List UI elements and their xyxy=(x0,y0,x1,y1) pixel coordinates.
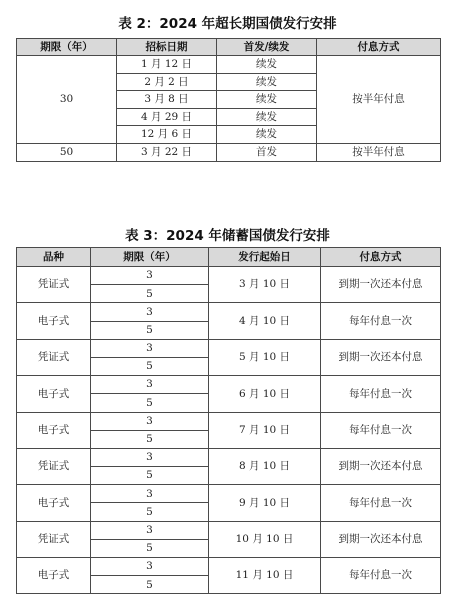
auction-date-cell: 4 月 29 日 xyxy=(117,108,217,126)
auction-date-cell: 3 月 8 日 xyxy=(117,91,217,109)
bond-type-cell: 凭证式 xyxy=(17,448,91,484)
term-cell: 3 xyxy=(91,448,209,466)
payment-method-cell: 到期一次还本付息 xyxy=(321,448,441,484)
term-cell: 5 xyxy=(91,467,209,485)
table-row xyxy=(17,303,441,321)
auction-date-cell: 3 月 22 日 xyxy=(117,143,217,161)
start-date-cell: 5 月 10 日 xyxy=(209,339,321,375)
ultra-long-bond-table xyxy=(16,38,441,162)
header-issue-type: 首发/续发 xyxy=(217,39,317,56)
table-row xyxy=(17,267,441,285)
header-auction-date: 招标日期 xyxy=(117,39,217,56)
auction-date-cell: 12 月 6 日 xyxy=(117,126,217,144)
table-row xyxy=(17,412,441,430)
table-row xyxy=(17,376,441,394)
table-row xyxy=(17,143,441,161)
table-row xyxy=(17,558,441,576)
payment-method-cell: 每年付息一次 xyxy=(321,376,441,412)
term-cell: 30 xyxy=(17,56,117,144)
term-cell: 5 xyxy=(91,430,209,448)
table-row xyxy=(17,521,441,539)
header-payment-method: 付息方式 xyxy=(317,39,441,56)
table-row xyxy=(17,339,441,357)
issue-type-cell: 续发 xyxy=(217,126,317,144)
payment-method-cell: 按半年付息 xyxy=(317,56,441,144)
payment-method-cell: 每年付息一次 xyxy=(321,412,441,448)
term-cell: 5 xyxy=(91,357,209,375)
start-date-cell: 8 月 10 日 xyxy=(209,448,321,484)
table-row xyxy=(17,485,441,503)
bond-type-cell: 电子式 xyxy=(17,376,91,412)
issue-type-cell: 续发 xyxy=(217,108,317,126)
issue-type-cell: 续发 xyxy=(217,73,317,91)
payment-method-cell: 按半年付息 xyxy=(317,143,441,161)
table3-title: 表 3：2024 年储蓄国债发行安排 xyxy=(125,228,330,244)
savings-bond-table xyxy=(16,247,441,594)
auction-date-cell: 1 月 12 日 xyxy=(117,56,217,74)
term-cell: 5 xyxy=(91,285,209,303)
bond-type-cell: 凭证式 xyxy=(17,267,91,303)
term-cell: 5 xyxy=(91,394,209,412)
payment-method-cell: 到期一次还本付息 xyxy=(321,267,441,303)
payment-method-cell: 每年付息一次 xyxy=(321,485,441,521)
table-row xyxy=(17,56,441,74)
term-cell: 3 xyxy=(91,485,209,503)
table-header-row xyxy=(17,248,441,267)
start-date-cell: 7 月 10 日 xyxy=(209,412,321,448)
start-date-cell: 4 月 10 日 xyxy=(209,303,321,339)
table-header-row xyxy=(17,39,441,56)
term-cell: 3 xyxy=(91,412,209,430)
bond-type-cell: 电子式 xyxy=(17,303,91,339)
term-cell: 3 xyxy=(91,267,209,285)
issue-type-cell: 首发 xyxy=(217,143,317,161)
payment-method-cell: 到期一次还本付息 xyxy=(321,339,441,375)
bond-type-cell: 凭证式 xyxy=(17,339,91,375)
start-date-cell: 11 月 10 日 xyxy=(209,558,321,594)
start-date-cell: 10 月 10 日 xyxy=(209,521,321,557)
header-bond-type: 品种 xyxy=(17,248,91,267)
auction-date-cell: 2 月 2 日 xyxy=(117,73,217,91)
start-date-cell: 6 月 10 日 xyxy=(209,376,321,412)
header-term: 期限（年） xyxy=(17,39,117,56)
term-cell: 5 xyxy=(91,539,209,557)
term-cell: 5 xyxy=(91,576,209,594)
header-payment-method: 付息方式 xyxy=(321,248,441,267)
term-cell: 50 xyxy=(17,143,117,161)
term-cell: 3 xyxy=(91,303,209,321)
header-term: 期限（年） xyxy=(91,248,209,267)
term-cell: 3 xyxy=(91,521,209,539)
bond-type-cell: 凭证式 xyxy=(17,521,91,557)
bond-type-cell: 电子式 xyxy=(17,412,91,448)
term-cell: 3 xyxy=(91,376,209,394)
bond-type-cell: 电子式 xyxy=(17,558,91,594)
payment-method-cell: 每年付息一次 xyxy=(321,303,441,339)
bond-type-cell: 电子式 xyxy=(17,485,91,521)
term-cell: 5 xyxy=(91,321,209,339)
issue-type-cell: 续发 xyxy=(217,56,317,74)
table2-title: 表 2：2024 年超长期国债发行安排 xyxy=(118,16,337,32)
term-cell: 5 xyxy=(91,503,209,521)
start-date-cell: 3 月 10 日 xyxy=(209,267,321,303)
header-start-date: 发行起始日 xyxy=(209,248,321,267)
payment-method-cell: 每年付息一次 xyxy=(321,558,441,594)
term-cell: 3 xyxy=(91,558,209,576)
table-row xyxy=(17,448,441,466)
issue-type-cell: 续发 xyxy=(217,91,317,109)
term-cell: 3 xyxy=(91,339,209,357)
payment-method-cell: 到期一次还本付息 xyxy=(321,521,441,557)
start-date-cell: 9 月 10 日 xyxy=(209,485,321,521)
